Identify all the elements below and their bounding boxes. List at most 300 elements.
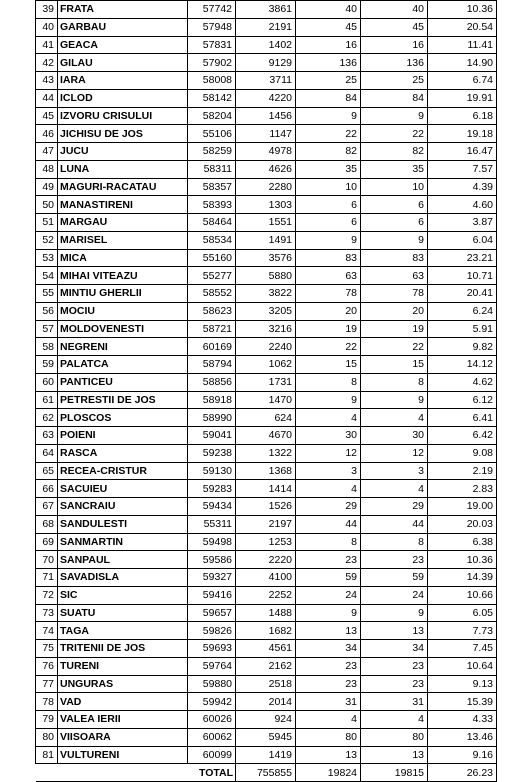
table-row: [36, 746, 497, 764]
locality-code: 58990: [188, 409, 236, 427]
population-cell: 3822: [236, 285, 296, 303]
row-number: 48: [36, 160, 58, 178]
population-cell: 2197: [236, 515, 296, 533]
value-b-cell: 59: [361, 569, 428, 587]
population-cell: 4978: [236, 143, 296, 161]
population-cell: 1414: [236, 480, 296, 498]
locality-code: 59586: [188, 551, 236, 569]
percent-cell: 5.91: [428, 320, 497, 338]
table-row: [36, 675, 497, 693]
population-cell: 1682: [236, 622, 296, 640]
value-a-cell: 9: [296, 604, 361, 622]
value-a-cell: 10: [296, 178, 361, 196]
locality-code: 58311: [188, 160, 236, 178]
locality-code: 58357: [188, 178, 236, 196]
locality-name: ICLOD: [58, 89, 188, 107]
table-row: [36, 515, 497, 533]
population-cell: 1368: [236, 462, 296, 480]
row-number: 39: [36, 1, 58, 19]
value-b-cell: 3: [361, 462, 428, 480]
value-b-cell: 44: [361, 515, 428, 533]
table-row: [36, 409, 497, 427]
locality-name: GEACA: [58, 36, 188, 54]
row-number: 67: [36, 498, 58, 516]
locality-code: 57902: [188, 54, 236, 72]
row-number: 42: [36, 54, 58, 72]
row-number: 77: [36, 675, 58, 693]
value-b-cell: 136: [361, 54, 428, 72]
locality-name: MICA: [58, 249, 188, 267]
population-cell: 4100: [236, 569, 296, 587]
locality-code: 60099: [188, 746, 236, 764]
locality-name: MAGURI-RACATAU: [58, 178, 188, 196]
population-cell: 5945: [236, 728, 296, 746]
population-cell: 1731: [236, 373, 296, 391]
population-cell: 1303: [236, 196, 296, 214]
locality-code: 60026: [188, 711, 236, 729]
row-number: 59: [36, 356, 58, 374]
value-b-cell: 80: [361, 728, 428, 746]
total-percent: 26.23: [428, 764, 497, 782]
table-row: [36, 231, 497, 249]
value-a-cell: 63: [296, 267, 361, 285]
population-cell: 3861: [236, 1, 296, 19]
percent-cell: 3.87: [428, 214, 497, 232]
percent-cell: 9.82: [428, 338, 497, 356]
row-number: 78: [36, 693, 58, 711]
percent-cell: 4.60: [428, 196, 497, 214]
row-number: 40: [36, 18, 58, 36]
value-a-cell: 9: [296, 391, 361, 409]
value-b-cell: 13: [361, 746, 428, 764]
locality-code: 58794: [188, 356, 236, 374]
value-a-cell: 6: [296, 214, 361, 232]
population-cell: 1147: [236, 125, 296, 143]
population-cell: 2191: [236, 18, 296, 36]
value-b-cell: 45: [361, 18, 428, 36]
locality-name: TURENI: [58, 657, 188, 675]
row-number: 62: [36, 409, 58, 427]
value-a-cell: 25: [296, 72, 361, 90]
locality-name: MINTIU GHERLII: [58, 285, 188, 303]
population-cell: 5880: [236, 267, 296, 285]
population-cell: 2220: [236, 551, 296, 569]
row-number: 57: [36, 320, 58, 338]
population-cell: 2280: [236, 178, 296, 196]
locality-code: 59238: [188, 444, 236, 462]
row-number: 61: [36, 391, 58, 409]
value-b-cell: 22: [361, 125, 428, 143]
value-a-cell: 23: [296, 551, 361, 569]
value-b-cell: 4: [361, 711, 428, 729]
table-row: [36, 285, 497, 303]
percent-cell: 20.54: [428, 18, 497, 36]
percent-cell: 6.04: [428, 231, 497, 249]
row-number: 44: [36, 89, 58, 107]
locality-code: 55160: [188, 249, 236, 267]
population-cell: 2518: [236, 675, 296, 693]
population-cell: 1402: [236, 36, 296, 54]
value-b-cell: 19: [361, 320, 428, 338]
table-row: [36, 569, 497, 587]
table-row: [36, 693, 497, 711]
value-b-cell: 25: [361, 72, 428, 90]
row-number: 79: [36, 711, 58, 729]
table-row: [36, 267, 497, 285]
value-b-cell: 63: [361, 267, 428, 285]
table-row: [36, 427, 497, 445]
table-row: [36, 586, 497, 604]
value-a-cell: 9: [296, 231, 361, 249]
locality-name: PALATCA: [58, 356, 188, 374]
locality-code: 59041: [188, 427, 236, 445]
locality-code: 59880: [188, 675, 236, 693]
population-cell: 4670: [236, 427, 296, 445]
total-label: TOTAL: [188, 764, 236, 782]
locality-name: TAGA: [58, 622, 188, 640]
percent-cell: 14.12: [428, 356, 497, 374]
table-row: [36, 356, 497, 374]
percent-cell: 20.03: [428, 515, 497, 533]
locality-name: SAVADISLA: [58, 569, 188, 587]
table-row: [36, 373, 497, 391]
value-a-cell: 45: [296, 18, 361, 36]
locality-name: VALEA IERII: [58, 711, 188, 729]
value-b-cell: 35: [361, 160, 428, 178]
locality-name: SANPAUL: [58, 551, 188, 569]
percent-cell: 6.41: [428, 409, 497, 427]
value-a-cell: 83: [296, 249, 361, 267]
value-a-cell: 15: [296, 356, 361, 374]
locality-name: UNGURAS: [58, 675, 188, 693]
value-b-cell: 78: [361, 285, 428, 303]
locality-name: MARGAU: [58, 214, 188, 232]
value-b-cell: 9: [361, 231, 428, 249]
table-row: [36, 444, 497, 462]
row-number: 50: [36, 196, 58, 214]
locality-name: JICHISU DE JOS: [58, 125, 188, 143]
locality-code: 58918: [188, 391, 236, 409]
locality-code: 58464: [188, 214, 236, 232]
table-row: [36, 338, 497, 356]
locality-code: 58204: [188, 107, 236, 125]
locality-name: VULTURENI: [58, 746, 188, 764]
value-a-cell: 20: [296, 302, 361, 320]
value-b-cell: 13: [361, 622, 428, 640]
locality-code: 58259: [188, 143, 236, 161]
percent-cell: 6.12: [428, 391, 497, 409]
value-a-cell: 3: [296, 462, 361, 480]
locality-code: 58856: [188, 373, 236, 391]
locality-name: PANTICEU: [58, 373, 188, 391]
locality-code: 55311: [188, 515, 236, 533]
locality-code: 55106: [188, 125, 236, 143]
value-a-cell: 84: [296, 89, 361, 107]
table-row: [36, 160, 497, 178]
locality-name: IZVORU CRISULUI: [58, 107, 188, 125]
value-b-cell: 82: [361, 143, 428, 161]
table-row: [36, 72, 497, 90]
table-row: [36, 302, 497, 320]
row-number: 63: [36, 427, 58, 445]
locality-name: MOLDOVENESTI: [58, 320, 188, 338]
percent-cell: 13.46: [428, 728, 497, 746]
value-b-cell: 30: [361, 427, 428, 445]
table-row: [36, 89, 497, 107]
value-b-cell: 9: [361, 391, 428, 409]
locality-code: 58721: [188, 320, 236, 338]
percent-cell: 7.45: [428, 640, 497, 658]
population-cell: 624: [236, 409, 296, 427]
table-row: [36, 533, 497, 551]
table-row: [36, 320, 497, 338]
row-number: 46: [36, 125, 58, 143]
value-a-cell: 59: [296, 569, 361, 587]
percent-cell: 7.73: [428, 622, 497, 640]
row-number: 56: [36, 302, 58, 320]
percent-cell: 6.74: [428, 72, 497, 90]
population-cell: 1551: [236, 214, 296, 232]
value-a-cell: 78: [296, 285, 361, 303]
locality-code: 59764: [188, 657, 236, 675]
row-number: 73: [36, 604, 58, 622]
value-b-cell: 9: [361, 604, 428, 622]
percent-cell: 19.00: [428, 498, 497, 516]
row-number: 55: [36, 285, 58, 303]
locality-name: LUNA: [58, 160, 188, 178]
percent-cell: 9.16: [428, 746, 497, 764]
locality-name: GILAU: [58, 54, 188, 72]
locality-name: SANMARTIN: [58, 533, 188, 551]
value-a-cell: 9: [296, 107, 361, 125]
percent-cell: 20.41: [428, 285, 497, 303]
value-b-cell: 9: [361, 107, 428, 125]
value-b-cell: 23: [361, 675, 428, 693]
row-number: 45: [36, 107, 58, 125]
locality-name: PETRESTII DE JOS: [58, 391, 188, 409]
data-table: [35, 0, 497, 782]
percent-cell: 2.83: [428, 480, 497, 498]
row-number: 69: [36, 533, 58, 551]
locality-name: MIHAI VITEAZU: [58, 267, 188, 285]
table-row: [36, 657, 497, 675]
percent-cell: 14.39: [428, 569, 497, 587]
row-number: 65: [36, 462, 58, 480]
population-cell: 3216: [236, 320, 296, 338]
percent-cell: 23.21: [428, 249, 497, 267]
value-a-cell: 31: [296, 693, 361, 711]
value-b-cell: 10: [361, 178, 428, 196]
locality-code: 57742: [188, 1, 236, 19]
percent-cell: 6.24: [428, 302, 497, 320]
value-a-cell: 8: [296, 373, 361, 391]
percent-cell: 10.66: [428, 586, 497, 604]
row-number: 43: [36, 72, 58, 90]
locality-name: JUCU: [58, 143, 188, 161]
percent-cell: 10.36: [428, 551, 497, 569]
locality-name: NEGRENI: [58, 338, 188, 356]
population-cell: 1470: [236, 391, 296, 409]
value-a-cell: 6: [296, 196, 361, 214]
population-cell: 4561: [236, 640, 296, 658]
population-cell: 1456: [236, 107, 296, 125]
population-cell: 4220: [236, 89, 296, 107]
table-row: [36, 551, 497, 569]
percent-cell: 15.39: [428, 693, 497, 711]
table-row: [36, 249, 497, 267]
percent-cell: 19.91: [428, 89, 497, 107]
row-number: 47: [36, 143, 58, 161]
value-a-cell: 23: [296, 657, 361, 675]
value-a-cell: 22: [296, 125, 361, 143]
locality-name: SUATU: [58, 604, 188, 622]
percent-cell: 11.41: [428, 36, 497, 54]
locality-code: 60169: [188, 338, 236, 356]
locality-code: 58623: [188, 302, 236, 320]
value-a-cell: 16: [296, 36, 361, 54]
locality-code: 59498: [188, 533, 236, 551]
value-a-cell: 13: [296, 622, 361, 640]
value-a-cell: 34: [296, 640, 361, 658]
value-b-cell: 23: [361, 657, 428, 675]
value-b-cell: 84: [361, 89, 428, 107]
value-b-cell: 31: [361, 693, 428, 711]
value-a-cell: 13: [296, 746, 361, 764]
value-a-cell: 19: [296, 320, 361, 338]
locality-code: 57831: [188, 36, 236, 54]
row-number: 68: [36, 515, 58, 533]
population-cell: 1419: [236, 746, 296, 764]
locality-code: 59327: [188, 569, 236, 587]
row-number: 75: [36, 640, 58, 658]
table-row: [36, 107, 497, 125]
value-b-cell: 4: [361, 480, 428, 498]
table-row: [36, 604, 497, 622]
total-value-a: 19824: [296, 764, 361, 782]
population-cell: 1062: [236, 356, 296, 374]
value-a-cell: 4: [296, 711, 361, 729]
locality-name: FRATA: [58, 1, 188, 19]
value-a-cell: 29: [296, 498, 361, 516]
value-b-cell: 16: [361, 36, 428, 54]
total-population: 755855: [236, 764, 296, 782]
locality-code: 59942: [188, 693, 236, 711]
value-a-cell: 136: [296, 54, 361, 72]
value-b-cell: 6: [361, 214, 428, 232]
population-cell: 924: [236, 711, 296, 729]
table-row: [36, 143, 497, 161]
table-row: [36, 728, 497, 746]
value-b-cell: 8: [361, 533, 428, 551]
locality-code: 55277: [188, 267, 236, 285]
row-number: 41: [36, 36, 58, 54]
value-a-cell: 30: [296, 427, 361, 445]
locality-name: SANCRAIU: [58, 498, 188, 516]
row-number: 60: [36, 373, 58, 391]
percent-cell: 16.47: [428, 143, 497, 161]
population-cell: 2162: [236, 657, 296, 675]
locality-name: PLOSCOS: [58, 409, 188, 427]
value-b-cell: 8: [361, 373, 428, 391]
row-number: 76: [36, 657, 58, 675]
row-number: 81: [36, 746, 58, 764]
locality-name: SACUIEU: [58, 480, 188, 498]
value-a-cell: 4: [296, 480, 361, 498]
locality-code: 58552: [188, 285, 236, 303]
value-b-cell: 23: [361, 551, 428, 569]
value-a-cell: 24: [296, 586, 361, 604]
percent-cell: 10.64: [428, 657, 497, 675]
population-cell: 1488: [236, 604, 296, 622]
population-cell: 1491: [236, 231, 296, 249]
population-cell: 2240: [236, 338, 296, 356]
percent-cell: 2.19: [428, 462, 497, 480]
locality-name: IARA: [58, 72, 188, 90]
value-a-cell: 23: [296, 675, 361, 693]
locality-name: RASCA: [58, 444, 188, 462]
percent-cell: 6.05: [428, 604, 497, 622]
locality-name: VIISOARA: [58, 728, 188, 746]
locality-code: 59434: [188, 498, 236, 516]
locality-name: RECEA-CRISTUR: [58, 462, 188, 480]
population-cell: 9129: [236, 54, 296, 72]
locality-code: 58008: [188, 72, 236, 90]
value-b-cell: 40: [361, 1, 428, 19]
table-row: [36, 18, 497, 36]
locality-name: VAD: [58, 693, 188, 711]
table-row: [36, 480, 497, 498]
table-row: [36, 711, 497, 729]
locality-code: 59826: [188, 622, 236, 640]
row-number: 74: [36, 622, 58, 640]
row-number: 51: [36, 214, 58, 232]
table-row: [36, 36, 497, 54]
percent-cell: 7.57: [428, 160, 497, 178]
value-a-cell: 8: [296, 533, 361, 551]
table-row: [36, 1, 497, 19]
percent-cell: 6.38: [428, 533, 497, 551]
table-row: [36, 622, 497, 640]
population-cell: 2252: [236, 586, 296, 604]
value-b-cell: 12: [361, 444, 428, 462]
table-row: [36, 214, 497, 232]
locality-name: SANDULESTI: [58, 515, 188, 533]
percent-cell: 6.18: [428, 107, 497, 125]
value-b-cell: 15: [361, 356, 428, 374]
percent-cell: 9.08: [428, 444, 497, 462]
locality-code: 58393: [188, 196, 236, 214]
value-a-cell: 12: [296, 444, 361, 462]
population-cell: 3205: [236, 302, 296, 320]
value-a-cell: 22: [296, 338, 361, 356]
row-number: 54: [36, 267, 58, 285]
locality-code: 58534: [188, 231, 236, 249]
value-b-cell: 22: [361, 338, 428, 356]
value-a-cell: 4: [296, 409, 361, 427]
percent-cell: 14.90: [428, 54, 497, 72]
table-row: [36, 498, 497, 516]
value-a-cell: 40: [296, 1, 361, 19]
row-number: 64: [36, 444, 58, 462]
percent-cell: 4.33: [428, 711, 497, 729]
locality-name: MOCIU: [58, 302, 188, 320]
locality-code: 59416: [188, 586, 236, 604]
percent-cell: 10.71: [428, 267, 497, 285]
value-b-cell: 83: [361, 249, 428, 267]
table-row: [36, 640, 497, 658]
locality-code: 57948: [188, 18, 236, 36]
percent-cell: 19.18: [428, 125, 497, 143]
